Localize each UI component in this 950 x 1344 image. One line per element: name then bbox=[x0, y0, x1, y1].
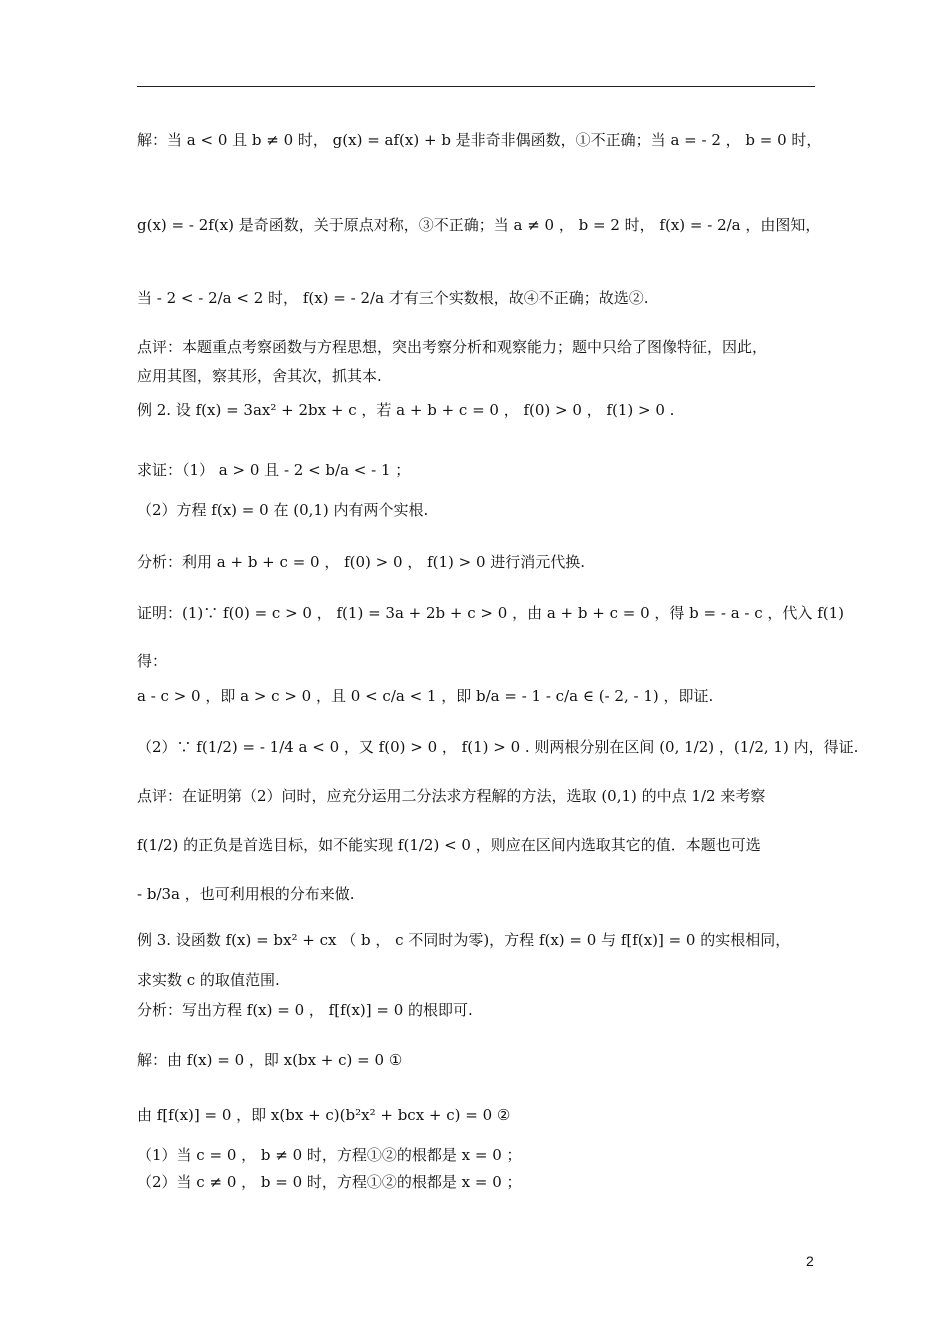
text-line: （2）当 c ≠ 0 ， b = 0 时，方程①②的根都是 x = 0 ； bbox=[137, 1173, 522, 1191]
text-line: 例 2. 设 f(x) = 3ax² + 2bx + c ，若 a + b + c = 0 ， f(0) > 0 ， f(1) > 0 . bbox=[137, 401, 675, 419]
page-number: 2 bbox=[806, 1253, 814, 1269]
text-line: g(x) = - 2f(x) 是奇函数，关于原点对称，③不正确；当 a ≠ 0 ， b = 2 时， f(x) = - 2/a ，由图知， bbox=[137, 216, 821, 234]
text-line: 求证：（1） a > 0 且 - 2 < b/a < - 1 ； bbox=[137, 461, 411, 479]
text-line: （2）方程 f(x) = 0 在 (0,1) 内有两个实根. bbox=[137, 501, 429, 519]
text-line: a - c > 0 ，即 a > c > 0 ，且 0 < c/a < 1 ，即 b/a = - 1 - c/a ∈ (- 2, - 1) ，即证. bbox=[137, 687, 714, 705]
text-line: 解：当 a < 0 且 b ≠ 0 时， g(x) = af(x) + b 是非奇非偶函数，①不正确；当 a = - 2 ， b = 0 时， bbox=[137, 131, 822, 149]
text-line: （1）当 c = 0 ， b ≠ 0 时，方程①②的根都是 x = 0 ； bbox=[137, 1146, 522, 1164]
text-line: 解：由 f(x) = 0 ，即 x(bx + c) = 0 ① bbox=[137, 1051, 403, 1069]
text-line: 分析：利用 a + b + c = 0 ， f(0) > 0 ， f(1) > 0 进行消元代换. bbox=[137, 553, 586, 571]
text-line: 求实数 c 的取值范围. bbox=[137, 971, 280, 989]
text-line: 应用其图，察其形，舍其次，抓其本. bbox=[137, 367, 382, 385]
text-line: 证明：(1)∵ f(0) = c > 0 ， f(1) = 3a + 2b + c > 0 ，由 a + b + c = 0 ，得 b = - a - c ，代入 f(1) bbox=[137, 604, 845, 622]
text-line: f(1/2) 的正负是首选目标，如不能实现 f(1/2) < 0 ，则应在区间内选取其它的值．本题也可选 bbox=[137, 836, 761, 854]
text-line: - b/3a ，也可利用根的分布来做. bbox=[137, 885, 355, 903]
header-rule bbox=[137, 86, 815, 87]
text-line: 点评：在证明第（2）问时，应充分运用二分法求方程解的方法，选取 (0,1) 的中点 1/2 来考察 bbox=[137, 787, 766, 805]
text-line: （2）∵ f(1/2) = - 1/4 a < 0 ，又 f(0) > 0 ， f(1) > 0 . 则两根分别在区间 (0, 1/2) ，(1/2, 1) 内，得证. bbox=[137, 738, 859, 756]
text-line: 分析：写出方程 f(x) = 0 ， f[f(x)] = 0 的根即可. bbox=[137, 1001, 473, 1019]
text-line: 得： bbox=[137, 652, 168, 670]
text-line: 由 f[f(x)] = 0 ，即 x(bx + c)(b²x² + bcx + c) = 0 ② bbox=[137, 1106, 511, 1124]
text-line: 当 - 2 < - 2/a < 2 时， f(x) = - 2/a 才有三个实数根，故④不正确；故选②. bbox=[137, 289, 649, 307]
text-line: 例 3. 设函数 f(x) = bx² + cx （ b ， c 不同时为零)，方程 f(x) = 0 与 f[f(x)] = 0 的实根相同， bbox=[137, 931, 791, 949]
text-line: 点评：本题重点考察函数与方程思想，突出考察分析和观察能力；题中只给了图像特征，因此， bbox=[137, 338, 768, 356]
